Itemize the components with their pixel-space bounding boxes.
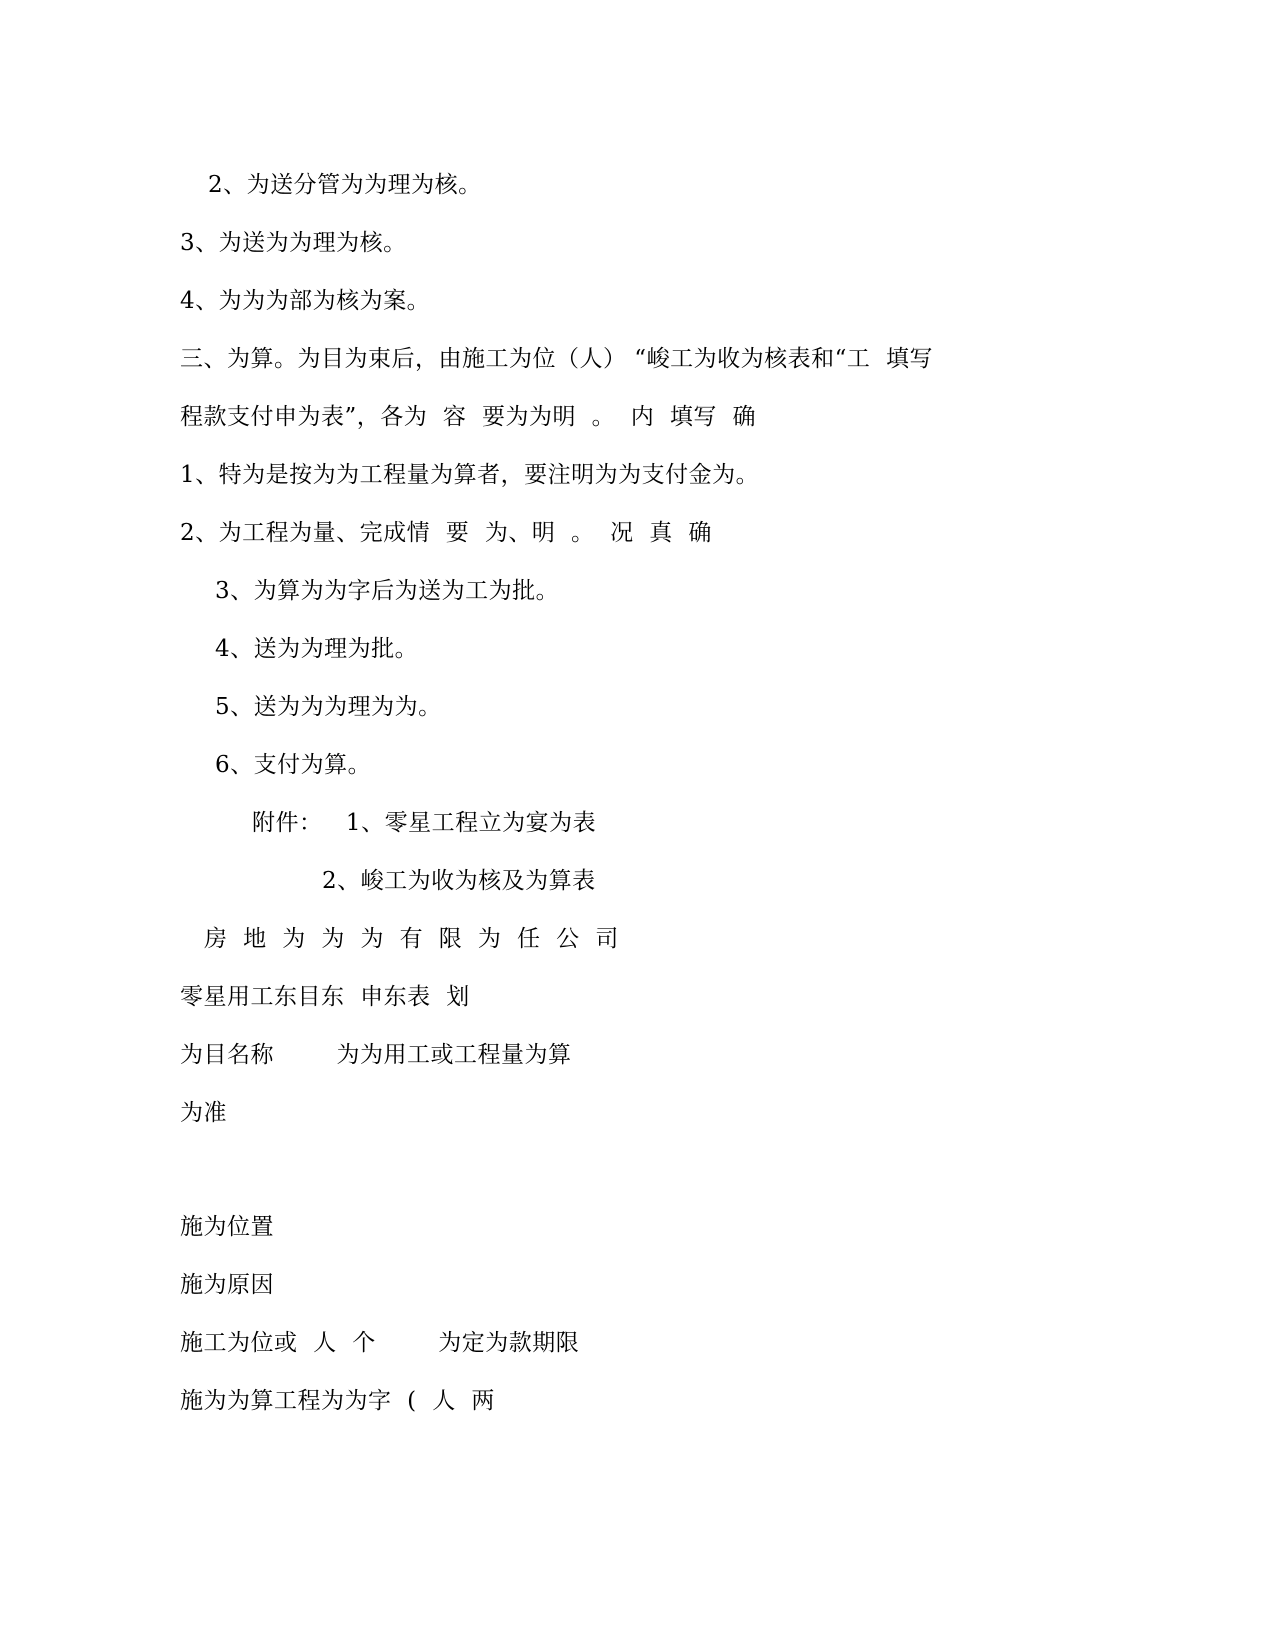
form-row-standard: 为准 (180, 1100, 227, 1126)
section-3-heading: 三、为算。为目为束后，由施工为位（人） “峻工为收为核表和“工 填写 (180, 346, 933, 372)
step-4-review: 4、为为为部为核为案。 (180, 288, 431, 314)
section-3-continued: 程款支付申为表”，各为 容 要为为明 。 内 填写 确 (180, 404, 756, 430)
settle-item-2: 2、为工程为量、完成情 要 为、明 。 况 真 确 (180, 520, 712, 546)
settle-item-5: 5、送为为为理为为。 (215, 694, 442, 720)
step-3-review: 3、为送为为理为核。 (180, 230, 407, 256)
settle-item-3: 3、为算为为字后为送为工为批。 (215, 578, 560, 604)
form-title: 零星用工东目东 申东表 划 (180, 984, 470, 1010)
company-name: 房 地 为 为 为 有 限 为 任 公 司 (204, 926, 619, 952)
form-row-reason: 施为原因 (180, 1272, 274, 1298)
form-row-signature: 施为为算工程为为字 ( 人 两 (180, 1388, 495, 1414)
attachment-1: 附件： 1、零星工程立为宴为表 (252, 810, 597, 836)
settle-item-1: 1、特为是按为为工程量为算者，要注明为为支付金为。 (180, 462, 760, 488)
attachment-2: 2、峻工为收为核及为算表 (322, 868, 596, 894)
step-2-review: 2、为送分管为为理为核。 (208, 172, 482, 198)
form-row-unit-deadline: 施工为位或 人 个 为定为款期限 (180, 1330, 580, 1356)
form-row-location: 施为位置 (180, 1214, 274, 1240)
form-row-project-name: 为目名称 为为用工或工程量为算 (180, 1042, 572, 1068)
settle-item-6: 6、支付为算。 (215, 752, 372, 778)
settle-item-4: 4、送为为理为批。 (215, 636, 419, 662)
